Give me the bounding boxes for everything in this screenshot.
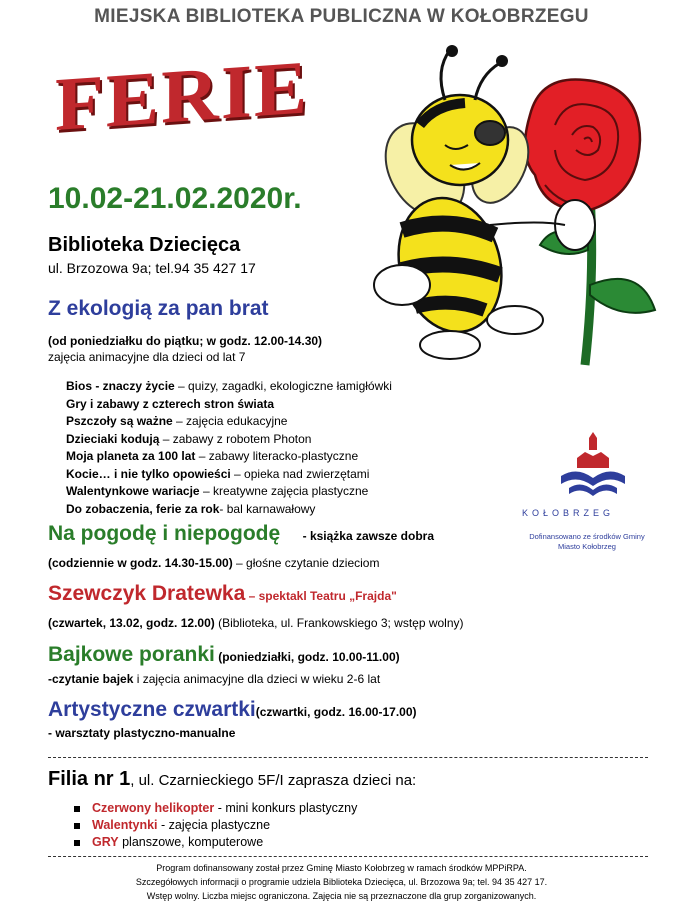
list-item: Moja planeta za 100 lat – zabawy literacko-plastyczne — [66, 449, 359, 463]
kolobrzeg-logo-text: KOŁOBRZEG — [522, 508, 615, 518]
poranki-details: -czytanie bajek i zajęcia animacyjne dla dzieci w wieku 2-6 lat — [48, 672, 381, 686]
ekologia-desc: zajęcia animacyjne dla dzieci od lat 7 — [48, 350, 246, 364]
pogoda-subtitle: - książka zawsze dobra — [302, 529, 435, 543]
ekologia-activity-list — [66, 378, 392, 518]
szewczyk-heading — [48, 582, 397, 606]
ekologia-title: Z ekologią za pan brat — [48, 297, 269, 320]
list-item: GRY planszowe, komputerowe — [70, 834, 357, 851]
list-item: Walentynkowe wariacje – kreatywne zajęcia plastyczne — [66, 484, 369, 498]
ferie-title: FERIE — [55, 45, 310, 147]
list-item: Do zobaczenia, ferie za rok- bal karnawałowy — [66, 501, 316, 516]
list-item: Czerwony helikopter - mini konkurs plastyczny — [70, 800, 357, 817]
footer-divider — [48, 856, 648, 857]
szewczyk-title: Szewczyk Dratewka — [48, 582, 246, 605]
library-address: ul. Brzozowa 9a; tel.94 35 427 17 — [48, 260, 256, 276]
kolobrzeg-logo — [555, 430, 645, 510]
poranki-schedule: (poniedziałki, godz. 10.00-11.00) — [214, 650, 400, 664]
ekologia-schedule: (od poniedziałku do piątku; w godz. 12.00-14.30) — [48, 334, 323, 348]
list-item: Dzieciaki kodują – zabawy z robotem Photon — [66, 431, 312, 446]
bee-with-rose-illustration — [340, 45, 670, 375]
list-item: Walentynki - zajęcia plastyczne — [70, 817, 357, 834]
list-item: Bios - znaczy życie – quizy, zagadki, ekologiczne łamigłówki — [66, 379, 392, 393]
list-item: Gry i zabawy z czterech stron świata — [66, 396, 275, 411]
czwartki-title: Artystyczne czwartki — [48, 698, 256, 721]
szewczyk-subtitle: – spektakl Teatru „Frajda" — [245, 589, 397, 603]
czwartki-heading — [48, 698, 417, 722]
filia-title: Filia nr 1 — [48, 768, 131, 790]
list-item: Kocie… i nie tylko opowieści – opieka nad zwierzętami — [66, 466, 370, 481]
czwartki-details: - warsztaty plastyczno-manualne — [48, 726, 236, 740]
pogoda-title: Na pogodę i niepogodę — [48, 522, 281, 545]
pogoda-heading — [48, 522, 434, 546]
event-dates: 10.02-21.02.2020r. — [48, 182, 302, 215]
filia-address: , ul. Czarnieckiego 5F/I zaprasza dzieci na: — [130, 772, 417, 789]
filia-heading — [48, 768, 416, 791]
section-divider — [48, 757, 648, 758]
list-item: Pszczoły są ważne – zajęcia edukacyjne — [66, 414, 288, 428]
pogoda-details: (codziennie w godz. 14.30-15.00) – głośne czytanie dzieciom — [48, 556, 380, 570]
szewczyk-details: (czwartek, 13.02, godz. 12.00) (Biblioteka, ul. Frankowskiego 3; wstęp wolny) — [48, 616, 464, 630]
poranki-title: Bajkowe poranki — [48, 643, 215, 666]
library-name: Biblioteka Dziecięca — [48, 234, 241, 256]
poranki-heading — [48, 643, 400, 667]
logo-funding-note: Dofinansowano ze środków Gminy Miasto Kołobrzeg — [529, 532, 645, 551]
filia-activity-list — [70, 800, 357, 851]
czwartki-schedule: (czwartki, godz. 16.00-17.00) — [255, 705, 417, 719]
footer-notes: Program dofinansowany został przez Gminę Miasto Kołobrzeg w ramach środków MPPiRPA. Szczegółowych informacji o programie udziela Biblioteka Dziecięca, ul. Brzozowa 9a; tel. 94 35 427 17. Wstęp wolny. Liczba miejsc ograniczona. Zajęcia nie są przeznaczone dla grup zorganizowanych. — [135, 863, 548, 901]
library-header: MIEJSKA BIBLIOTEKA PUBLICZNA W KOŁOBRZEGU — [94, 6, 589, 27]
